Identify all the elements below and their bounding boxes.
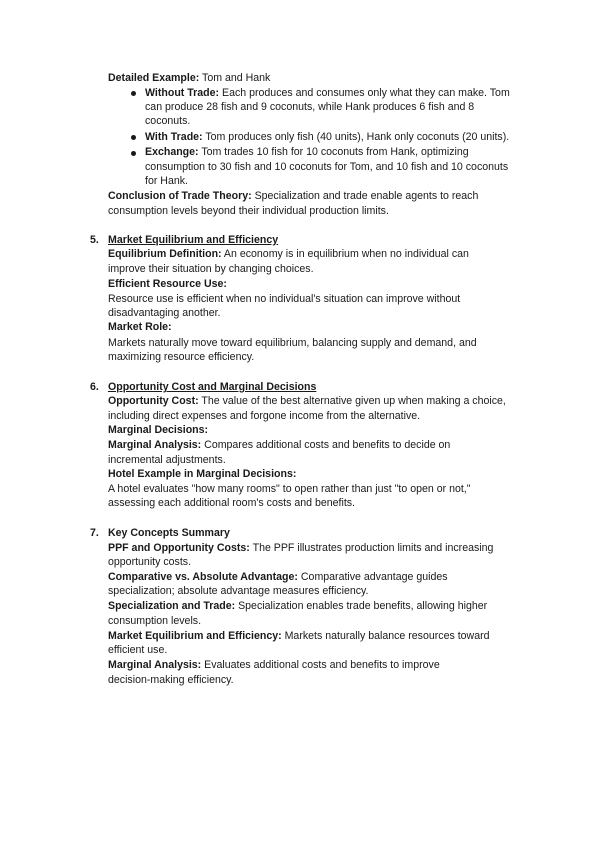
bullet-icon [131,91,136,96]
section-number: 6. [90,381,99,393]
bullet-without-trade: Without Trade: Each produces and consumes only what they can make. Tom [145,87,510,99]
text-line: A hotel evaluates "how many rooms" to open rather than just "to open or not," [108,483,471,495]
section-title: Market Equilibrium and Efficiency [108,234,279,246]
section-number: 5. [90,234,99,246]
text-line: disadvantaging another. [108,307,221,319]
summary-item: PPF and Opportunity Costs: The PPF illustrates production limits and increasing [108,542,494,554]
bullet-line: consumption to 30 fish and 10 coconuts for Tom, and 10 fish and 10 coconuts [145,161,509,173]
text-line: consumption levels. [108,615,202,627]
bullet-exchange: Exchange: Tom trades 10 fish for 10 coconuts from Hank, optimizing [145,146,469,158]
text-line: maximizing resource efficiency. [108,351,255,363]
text-line: Resource use is efficient when no individual's situation can improve without [108,293,461,305]
text-line: Markets naturally move toward equilibrium, balancing supply and demand, and [108,337,477,349]
section-title: Key Concepts Summary [108,527,230,539]
opportunity-cost: Opportunity Cost: The value of the best alternative given up when making a choice, [108,395,506,407]
bullet-line: can produce 28 fish and 9 coconuts, while Hank produces 6 fish and 8 [145,101,475,113]
subheading: Hotel Example in Marginal Decisions: [108,468,297,480]
summary-item: Specialization and Trade: Specialization enables trade benefits, allowing higher [108,600,488,612]
summary-item: Comparative vs. Absolute Advantage: Comparative advantage guides [108,571,448,583]
equilibrium-definition: Equilibrium Definition: An economy is in equilibrium when no individual can [108,248,469,260]
bullet-with-trade: With Trade: Tom produces only fish (40 units), Hank only coconuts (20 units). [145,131,510,143]
text-line: opportunity costs. [108,556,192,568]
text-line: decision-making efficiency. [108,674,234,686]
subheading: Efficient Resource Use: [108,278,227,290]
bullet-line: for Hank. [145,175,188,187]
conclusion: Conclusion of Trade Theory: Specialization and trade enable agents to reach [108,190,479,202]
text-line: including direct expenses and forgone income from the alternative. [108,410,421,422]
section-title: Opportunity Cost and Marginal Decisions [108,381,317,393]
text-line: assessing each additional room's costs and benefits. [108,497,355,509]
section-number: 7. [90,527,99,539]
conclusion-line: consumption levels beyond their individual production limits. [108,205,389,217]
subheading: Market Role: [108,321,172,333]
summary-item: Market Equilibrium and Efficiency: Markets naturally balance resources toward [108,630,490,642]
bullet-icon [131,151,136,156]
bullet-icon [131,135,136,140]
bullet-line: coconuts. [145,115,191,127]
marginal-analysis: Marginal Analysis: Compares additional costs and benefits to decide on [108,439,451,451]
text-line: efficient use. [108,644,168,656]
text-line: improve their situation by changing choices. [108,263,314,275]
text-line: incremental adjustments. [108,454,226,466]
summary-item: Marginal Analysis: Evaluates additional costs and benefits to improve [108,659,440,671]
detailed-example-heading: Detailed Example: Tom and Hank [108,72,271,84]
subheading: Marginal Decisions: [108,424,209,436]
text-line: specialization; absolute advantage measures efficiency. [108,585,369,597]
